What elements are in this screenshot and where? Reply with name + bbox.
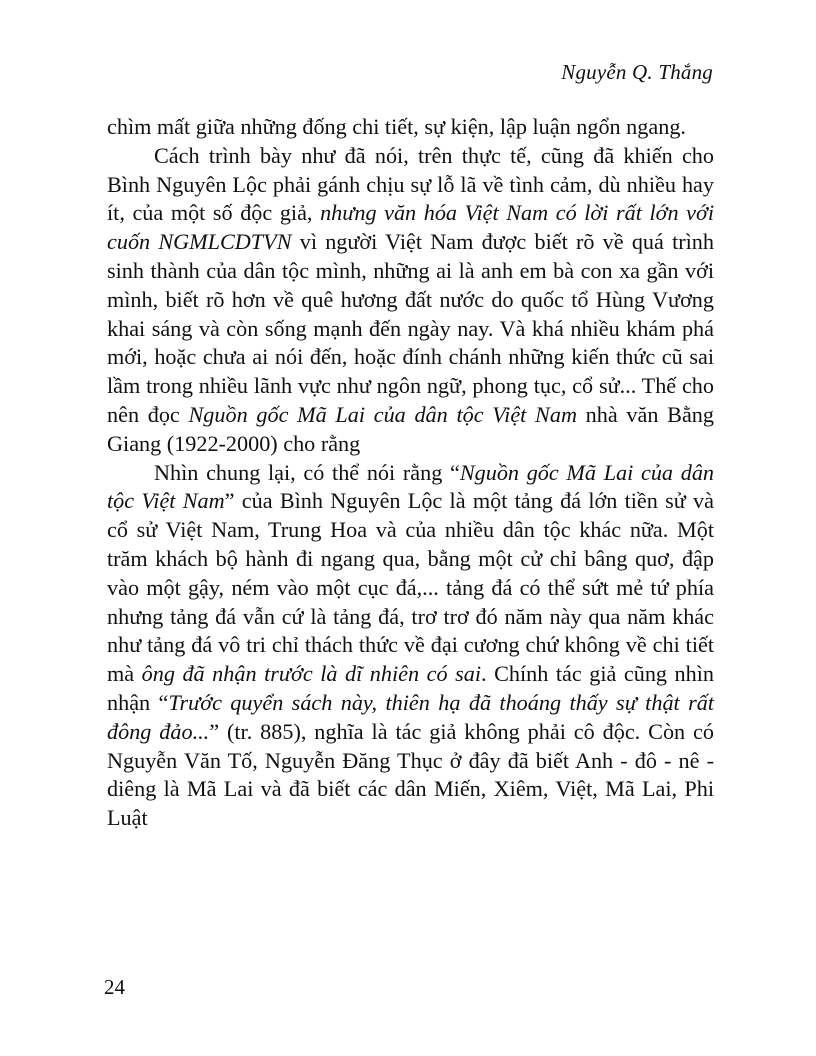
italic-text-run: Nguồn gốc Mã Lai của dân tộc Việt Nam xyxy=(188,401,577,427)
text-run: . Chính tác giả cũng nhìn nhận “ xyxy=(107,661,714,715)
page-number: 24 xyxy=(104,975,125,999)
italic-text-run: Trước quyển sách này, thiên hạ đã thoáng thấy sự thật rất đông đảo... xyxy=(107,689,714,744)
paragraph xyxy=(107,113,714,142)
paragraph xyxy=(107,142,714,459)
text-run: vì người Việt Nam được biết rõ về quá trình sinh thành của dân tộc mình, những ai là anh em bà con xa gần với mình, biết rõ hơn về quê hương đất nước do quốc tổ Hùng Vương khai sáng và còn sống mạnh đến ngày nay. Và khá nhiều khám phá mới, hoặc chưa ai nói đến, hoặc đính chánh những kiến thức cũ sai lầm trong nhiều lãnh vực như ngôn ngữ, phong tục, cổ sử... Thế cho nên đọc xyxy=(107,229,714,427)
italic-text-run: Nguồn gốc Mã Lai của dân tộc Việt Nam xyxy=(107,459,715,514)
paragraph xyxy=(107,459,714,833)
body-text xyxy=(107,113,714,833)
text-run: Nhìn chung lại, có thể nói rằng “ xyxy=(154,459,460,485)
text-run: nhà văn Bằng Giang (1922-2000) cho rằng xyxy=(107,401,714,456)
italic-text-run: ông đã nhận trước là dĩ nhiên có sai xyxy=(141,661,481,687)
italic-text-run: nhưng văn hóa Việt Nam có lời rất lớn với cuốn NGMLCDTVN xyxy=(107,200,714,255)
text-run: ” của Bình Nguyên Lộc là một tảng đá lớn tiền sử và cổ sử Việt Nam, Trung Hoa và của nhiều dân tộc khác nữa. Một trăm khách bộ hành đi ngang qua, bằng một cử chỉ bâng quơ, đập vào một gậy, ném vào một cục đá,... tảng đá có thể sứt mẻ tứ phía nhưng tảng đá vẫn cứ là tảng đá, trơ trơ đó năm này qua năm khác như tảng đá vô tri chỉ thách thức về đại cương chứ không về chi tiết mà xyxy=(107,488,714,687)
text-run: ” (tr. 885), nghĩa là tác giả không phải cô độc. Còn có Nguyễn Văn Tố, Nguyễn Đăng Thục ở đây đã biết Anh - đô - nê - diêng là Mã Lai và đã biết các dân Miến, Xiêm, Việt, Mã Lai, Phi Luật xyxy=(107,718,714,831)
text-run: chìm mất giữa những đống chi tiết, sự kiện, lập luận ngổn ngang. xyxy=(107,114,686,139)
running-header: Nguyễn Q. Thắng xyxy=(561,60,713,84)
text-run: Cách trình bày như đã nói, trên thực tế, cũng đã khiến cho Bình Nguyên Lộc phải gánh chịu sự lỗ lã về tình cảm, dù nhiều hay ít, của một số độc giả, xyxy=(107,142,714,226)
